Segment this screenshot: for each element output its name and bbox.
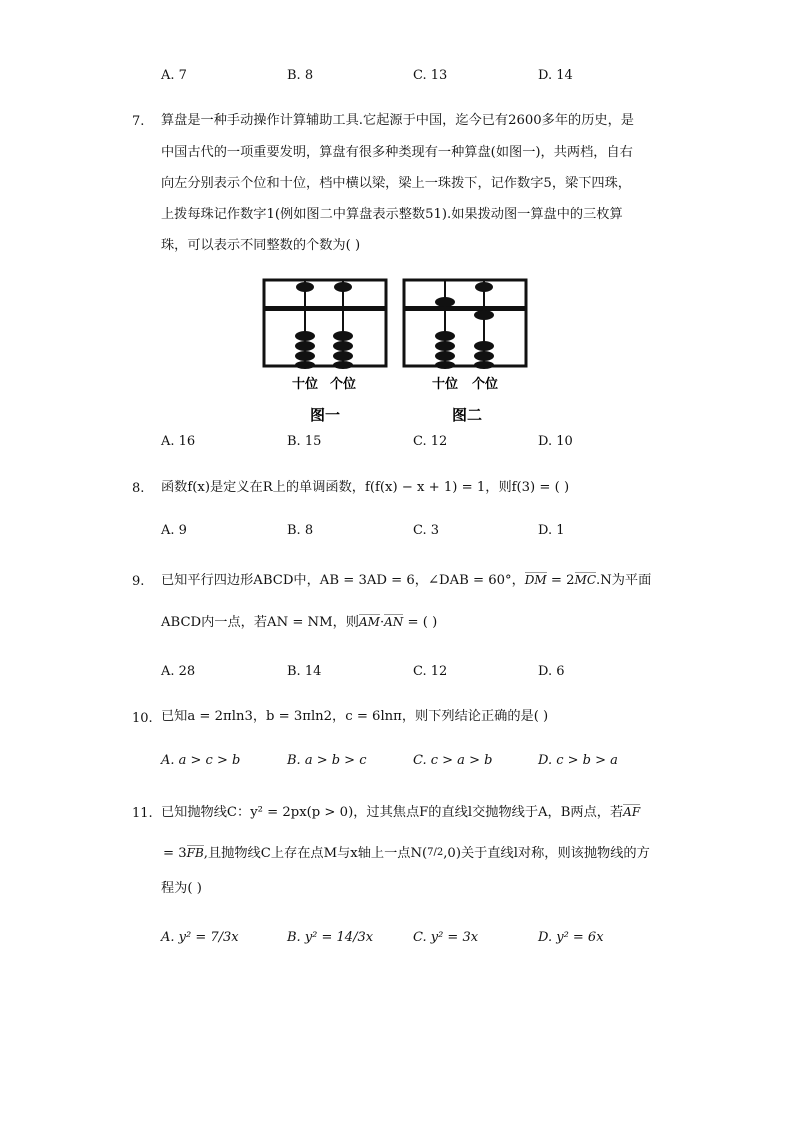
- q9-line-2-text: ABCD内一点，若AN = NM，则: [161, 615, 359, 630]
- q9-line-2: [161, 612, 437, 633]
- vector-an: AN: [384, 615, 404, 629]
- q11-number: 11.: [132, 806, 153, 821]
- q9-option-c: C. 12: [413, 664, 448, 679]
- q10-option-d: D. c > b > a: [538, 753, 618, 768]
- fig1-label-ones: 个位: [330, 377, 357, 392]
- abacus-figure-1: [264, 280, 386, 369]
- q11-line-2-text: ,且抛物线C上存在点M与x轴上一点N(: [203, 846, 428, 861]
- q9-option-b: B. 14: [287, 664, 322, 679]
- q7-option-b: B. 15: [287, 434, 322, 449]
- fig1-label-tens: 十位: [292, 377, 319, 392]
- q9-line-1-text: 已知平行四边形ABCD中，AB = 3AD = 6，∠DAB = 60°，: [161, 573, 525, 588]
- q8-text: 函数f(x)是定义在R上的单调函数，f(f(x) − x + 1) = 1，则f(3) = ( ): [161, 480, 570, 495]
- q11-line-2: [163, 843, 650, 864]
- abacus-figure-2: [404, 280, 526, 369]
- q7-line-2: 中国古代的一项重要发明，算盘有很多种类现有一种算盘(如图一)，共两档，自右: [161, 145, 633, 160]
- q10-text: 已知a = 2πln3，b = 3πln2，c = 6lnπ，则下列结论正确的是( ): [161, 709, 549, 724]
- q8-option-c: C. 3: [413, 523, 440, 538]
- q7-option-a: A. 16: [161, 434, 196, 449]
- q11-line-3: 程为( ): [161, 881, 202, 896]
- q11-line-2-eq: = 3: [163, 846, 187, 861]
- q9-option-d: D. 6: [538, 664, 565, 679]
- q7-line-1: 算盘是一种手动操作计算辅助工具.它起源于中国，迄今已有2600多年的历史，是: [161, 113, 634, 128]
- q10-option-a: A. a > c > b: [161, 753, 241, 768]
- q7-number: 7.: [132, 114, 145, 129]
- fig1-caption: 图一: [310, 406, 341, 424]
- vector-af: AF: [623, 805, 641, 819]
- q9-option-a: A. 28: [161, 664, 196, 679]
- q8-option-d: D. 1: [538, 523, 565, 538]
- fraction-seven-halves: 7/2: [427, 847, 444, 858]
- q9-line-1-eq: = 2: [546, 573, 575, 588]
- q8-option-b: B. 8: [287, 523, 314, 538]
- q7-line-3: 向左分别表示个位和十位，档中横以梁，梁上一珠拨下，记作数字5，梁下四珠，: [161, 176, 631, 191]
- q9-line-1-end: .N为平面: [596, 573, 652, 588]
- q6-option-c: C. 13: [413, 68, 448, 83]
- q6-option-a: A. 7: [161, 68, 187, 83]
- q8-option-a: A. 9: [161, 523, 187, 538]
- q9-dot: ·: [379, 615, 385, 630]
- q11-option-b: B. y² = 14/3x: [287, 930, 374, 945]
- abacus-figure: [262, 278, 532, 428]
- fig2-label-tens: 十位: [432, 377, 459, 392]
- q7-line-4: 上拨每珠记作数字1(例如图二中算盘表示整数51).如果拨动图一算盘中的三枚算: [161, 207, 623, 222]
- q11-line-2-end: ,0)关于直线l对称，则该抛物线的方: [443, 846, 650, 861]
- q6-option-b: B. 8: [287, 68, 314, 83]
- vector-am: AM: [358, 615, 380, 629]
- q11-line-1-text: 已知抛物线C：y² = 2px(p > 0)，过其焦点F的直线l交抛物线于A，B两点，若: [161, 805, 624, 820]
- vector-dm: DM: [524, 573, 547, 587]
- fig2-label-ones: 个位: [472, 377, 499, 392]
- q7-line-5: 珠，可以表示不同整数的个数为( ): [161, 238, 361, 253]
- q8-number: 8.: [132, 481, 145, 496]
- q9-line-2-end: = ( ): [403, 615, 438, 630]
- q9-number: 9.: [132, 574, 145, 589]
- q6-option-d: D. 14: [538, 68, 573, 83]
- q7-option-c: C. 12: [413, 434, 448, 449]
- q10-option-b: B. a > b > c: [287, 753, 367, 768]
- q10-number: 10.: [132, 711, 153, 726]
- q11-option-a: A. y² = 7/3x: [161, 930, 239, 945]
- q9-line-1: [161, 570, 651, 591]
- q11-line-1: [161, 802, 640, 823]
- q10-option-c: C. c > a > b: [413, 753, 493, 768]
- vector-mc: MC: [574, 573, 597, 587]
- fig2-caption: 图二: [452, 406, 483, 424]
- vector-fb: FB: [186, 846, 204, 860]
- q7-option-d: D. 10: [538, 434, 573, 449]
- q11-option-d: D. y² = 6x: [538, 930, 604, 945]
- q11-option-c: C. y² = 3x: [413, 930, 479, 945]
